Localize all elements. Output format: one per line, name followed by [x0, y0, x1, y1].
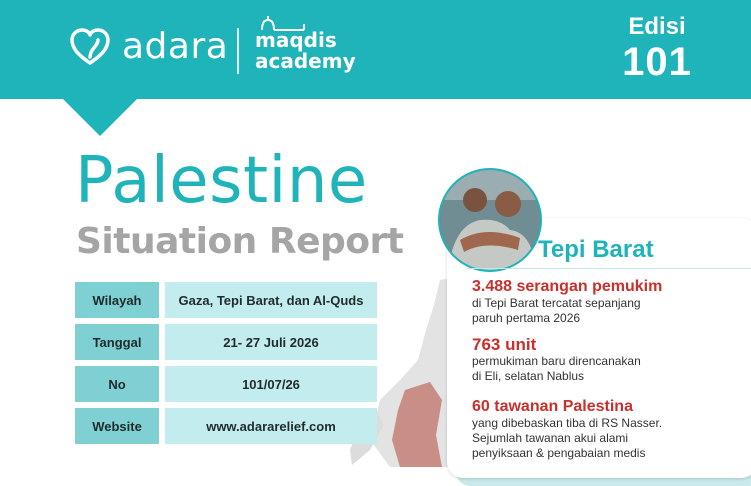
- info-row-wilayah: [75, 282, 377, 318]
- stat-headline: 3.488 serangan pemukim: [472, 278, 663, 295]
- edition-label: Edisi: [628, 13, 686, 40]
- report-subtitle: Situation Report: [76, 221, 404, 262]
- maqdis-academy-logo: [255, 30, 356, 72]
- stat-headline: 60 tawanan Palestina: [472, 398, 633, 415]
- info-row-no: [75, 366, 377, 402]
- info-key: No: [75, 366, 159, 402]
- stat-prisoners: [472, 397, 742, 461]
- header-notch: [62, 98, 138, 136]
- card-divider: [467, 268, 751, 269]
- card-title: Tepi Barat: [538, 236, 654, 263]
- website-link[interactable]: www.adararelief.com: [165, 408, 377, 444]
- photo-people-icon: [440, 170, 540, 270]
- info-value: Gaza, Tepi Barat, dan Al-Quds: [165, 282, 377, 318]
- news-photo: [438, 168, 542, 272]
- stat-text-line: paruh pertama 2026: [472, 311, 581, 325]
- info-row-tanggal: [75, 324, 377, 360]
- stat-text-line: penyiksaan & pengabaian medis: [472, 446, 646, 460]
- adara-wordmark: adara: [122, 26, 229, 67]
- academy-word: academy: [255, 49, 356, 73]
- info-table: [75, 282, 377, 450]
- info-value: 21- 27 Juli 2026: [165, 324, 377, 360]
- stat-settler-attacks: [472, 277, 742, 326]
- info-value: 101/07/26: [165, 366, 377, 402]
- edition-number: 101: [622, 40, 692, 84]
- logo-divider: [237, 28, 239, 74]
- info-key: Tanggal: [75, 324, 159, 360]
- adara-heart-icon: [68, 27, 112, 67]
- stat-text-line: yang dibebaskan tiba di RS Nasser.: [472, 416, 663, 430]
- edition-badge: [609, 14, 705, 84]
- stat-text-line: di Eli, selatan Nablus: [472, 369, 585, 383]
- adara-logo: [68, 27, 228, 67]
- info-row-website: [75, 408, 377, 444]
- info-key: Website: [75, 408, 159, 444]
- stat-text-line: Sejumlah tawanan akui alami: [472, 431, 629, 445]
- stat-headline: 763 unit: [472, 335, 537, 354]
- stat-text-line: permukiman baru direncanakan: [472, 354, 641, 368]
- report-title: Palestine: [75, 144, 368, 218]
- stat-settlement-units: [472, 335, 742, 384]
- maqdis-word: maqdis: [255, 28, 337, 52]
- info-key: Wilayah: [75, 282, 159, 318]
- stat-text-line: di Tepi Barat tercatat sepanjang: [472, 296, 641, 310]
